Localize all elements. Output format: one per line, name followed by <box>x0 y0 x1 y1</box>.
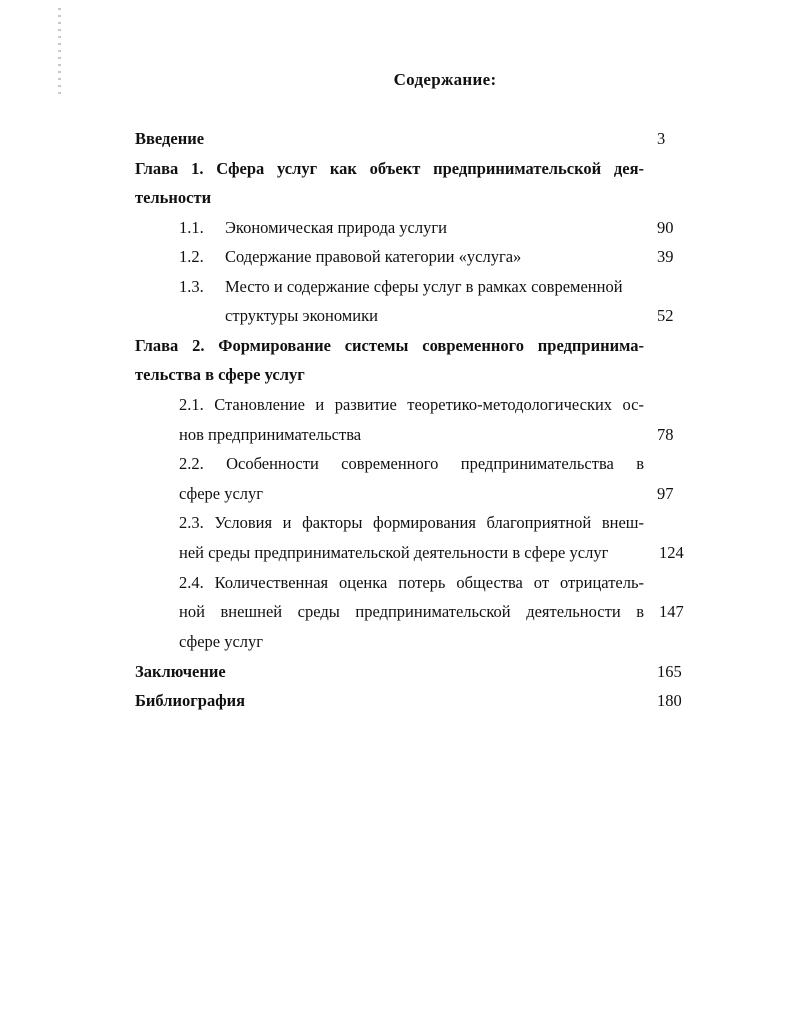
toc-intro-page: 3 <box>657 129 666 148</box>
toc-section-label: Экономическая природа услуги <box>225 218 447 237</box>
toc-chapter2-title-line2: тельства в сфере услуг <box>135 365 305 384</box>
toc-section-label: 2.1. Становление и развитие теоретико-методологических ос- <box>179 395 644 414</box>
toc-chapter1-title-line2: тельности <box>135 188 212 207</box>
toc-bibliography-page: 180 <box>657 691 682 710</box>
toc-section-num: 1.2. <box>179 247 204 266</box>
toc-section-page: 78 <box>657 425 674 444</box>
toc-section-label: 2.3. Условия и факторы формирования благоприятной внеш- <box>179 513 644 532</box>
toc-intro-label: Введение <box>135 129 205 148</box>
toc-section-page: 39 <box>657 247 674 266</box>
toc-section-page: 97 <box>657 484 674 503</box>
toc-section-label-cont: нов предпринимательства <box>179 425 362 444</box>
toc-section-page: 124 <box>659 543 684 562</box>
toc-section-page: 90 <box>657 218 674 237</box>
toc-section-label-cont: ней среды предпринимательской деятельности в сфере услуг <box>179 543 609 562</box>
toc-section-label: Содержание правовой категории «услуга» <box>225 247 522 266</box>
toc-section-label-cont: сфере услуг <box>179 632 264 651</box>
toc-title: Содержание: <box>393 70 497 89</box>
toc-section-page: 52 <box>657 306 674 325</box>
toc-conclusion-page: 165 <box>657 662 682 681</box>
toc-chapter2-title-line1: Глава 2. Формирование системы современного предпринима- <box>135 336 644 355</box>
toc-section-num: 1.3. <box>179 277 204 296</box>
toc-section-label-cont: ной внешней среды предпринимательской деятельности в <box>179 602 644 621</box>
toc-bibliography-label: Библиография <box>135 691 246 710</box>
toc-section-label: Место и содержание сферы услуг в рамках современной <box>225 277 623 296</box>
toc-chapter1-title-line1: Глава 1. Сфера услуг как объект предпринимательской дея- <box>135 159 644 178</box>
toc-section-label: 2.4. Количественная оценка потерь общества от отрицатель- <box>179 573 644 592</box>
toc-conclusion-label: Заключение <box>135 662 226 681</box>
toc-section-num: 1.1. <box>179 218 204 237</box>
toc-section-page: 147 <box>659 602 684 621</box>
toc-section-label-cont: структуры экономики <box>225 306 378 325</box>
toc-section-label: 2.2. Особенности современного предпринимательства в <box>179 454 644 473</box>
toc-section-label-cont: сфере услуг <box>179 484 264 503</box>
